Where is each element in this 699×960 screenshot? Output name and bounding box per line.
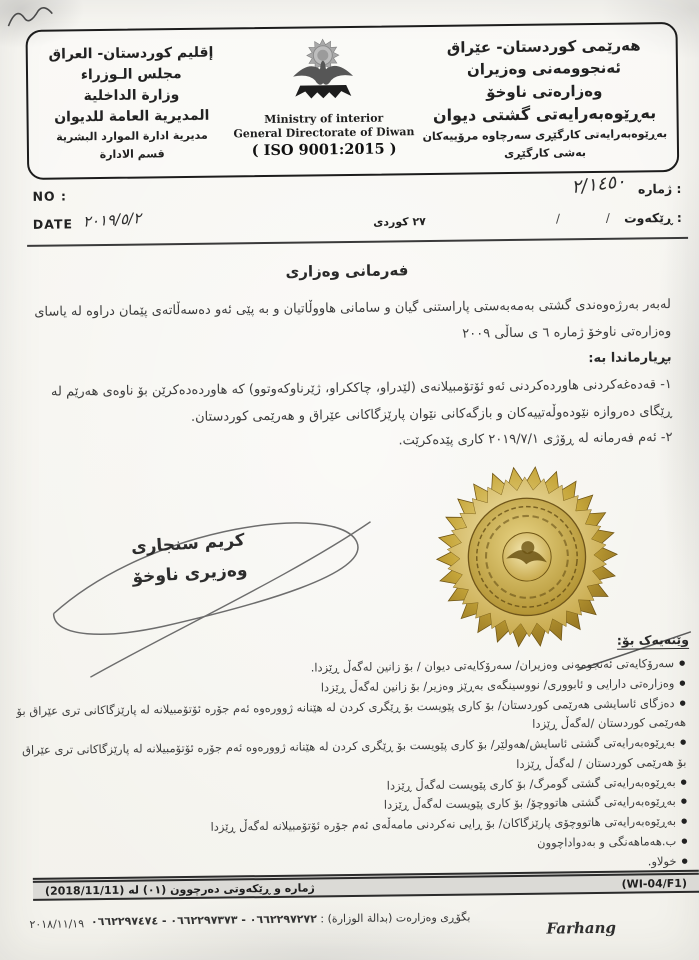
signature-block [37, 520, 340, 599]
order-item: ٢- ئەم فەرمانە لە ڕۆژی ٢٠١٩/٧/١ کاری پێدەکرێت. [398, 430, 673, 449]
letterhead-kurdish-line: بەڕێوەبەرایەتی کارگێڕی سەرچاوە مرۆییەکان [422, 127, 668, 144]
copy-to-item: ● بەڕێوەبەرایەتی گشتی هاتووچۆ/ بۆ کاری پێویست لەگەڵ ڕێزدا [16, 792, 691, 820]
rekawt-label: ڕێکەوت : [623, 209, 682, 226]
switchboard-numbers: ٠٦٦٢٢٩٧٢٧٢ - ٠٦٦٢٢٩٧٣٧٣ - ٠٦٦٢٢٩٧٤٧٤ [90, 912, 317, 929]
switchboard-label: بگۆڕی وەزارەت (بدالة الوزارة) : [320, 910, 471, 926]
signer-role: وەزیری ناوخۆ [131, 559, 248, 588]
letterhead-arabic-line: إقليم كوردستان- العراق [48, 45, 214, 64]
operator-name: Farhang [546, 918, 617, 938]
letterhead-arabic-line: مجلس الـوزراء [80, 66, 182, 84]
footer-phones [91, 911, 470, 929]
no-label: NO : [32, 188, 68, 204]
copy-to-item: ● بەڕێوەبەرایەتی گشتی گومرگ/ بۆ کاری پێویست لەگەڵ ڕێزدا [16, 772, 691, 800]
directorate-name-english: General Directorate of Diwan [233, 124, 415, 141]
copy-to-item: ● ب.هەماهەنگی و بەدواداچوون [16, 832, 691, 860]
kurdistan-eagle-emblem-icon [290, 38, 357, 113]
copy-to-item: ● دەزگای ئاسایشی هەرێمی کوردستان/ بۆ کاری پێویست بۆ ڕێگری کردن لە هێنانە ژوورەوە ئەم جۆرە ئۆتۆمبیلانە لە پارێزگاکانی تری عێراق بۆ هەرێمی کوردستان /لەگەڵ ڕێزدا [15, 693, 690, 741]
copy-to-item: ● خولاو. [17, 852, 692, 880]
reference-strip [26, 170, 688, 247]
letterhead-kurdish-column [416, 32, 674, 165]
kurdish-calendar-note: ٢٧ کوردی [373, 215, 426, 229]
letterhead-kurdish-line: ئەنجوومەنی وەزیران [466, 58, 622, 79]
letterhead-box [25, 22, 679, 180]
letterhead-arabic-column [32, 37, 232, 169]
body-paragraph: لەبەر بەرژەوەندی گشتی بەمەبەستی پاراستنی گیان و سامانی هاووڵاتیان و بە پێی ئەو دەسەڵاتەی پێمان دراوە لە یاسای وەزارەتی ناوخۆ ژمارە ٦ ی ساڵی ٢٠٠٩ [34, 297, 672, 342]
copy-to-item: ● وەزارەتی دارایی و ئابووری/ نووسینگەی بەڕێز وەزیر/ بۆ زانین لەگەڵ ڕێزدا [14, 674, 689, 702]
handwritten-number: ٢/١٤٥٠ [569, 170, 627, 199]
copy-to-heading: وێنەیەک بۆ: [616, 631, 690, 648]
letterhead-center [230, 35, 417, 167]
footer-issue-info: ژماره و ڕێکەوتی دەرچوون (٠١) لە (2018/11/11) [44, 880, 315, 898]
footer-form-code: (WI-04/F1) [621, 876, 688, 891]
body-text [24, 292, 673, 460]
rekawt-blank-slashes: / / [555, 210, 610, 226]
letterhead-arabic-line: المديرية العامة للديوان [54, 108, 210, 126]
letterhead-arabic-line: قسم الادارة [99, 147, 165, 162]
copy-to-item: ● بەڕێوەبەرایەتی گشتی ئاسایش/هەولێر/ بۆ کاری پێویست بۆ ڕێگری کردن لە هێنانە ژوورەوە ئەم جۆرە ئۆتۆمبیلانە لە پارێزگاکانی تری عێراق بۆ هەرێمی کوردستان / لەگەڵ ڕێزدا [15, 733, 690, 781]
date-label: DATE [32, 216, 74, 232]
copy-to-item: ● سەرۆکایەتی ئەنجومەنی وەزیران/ سەرۆکایەتی دیوان / بۆ زانین لەگەڵ ڕێزدا. [14, 654, 689, 682]
letterhead-arabic-line: وزارة الداخلية [83, 87, 180, 105]
letterhead-kurdish-line: بەڕێوەبەرایەتی گشتی دیوان [432, 103, 657, 126]
copy-to-list [14, 654, 692, 880]
copy-to-item: ● بەڕێوەبەرایەتی هاتووچۆی پارێزگاکان/ بۆ ڕایی نەکردنی مامەڵەی ئەم جۆرە ئۆتۆمبیلانە لەگەڵ ڕێزدا [16, 812, 691, 840]
decision-label: بڕیارماندا بە: [588, 350, 672, 367]
number-label: ژمارە : [637, 180, 682, 197]
handwritten-date: ٢٠١٩/٥/٢ [82, 209, 142, 231]
letterhead-kurdish-line: هەرێمی کوردستان- عێراق [446, 36, 641, 57]
letterhead-arabic-line: مديرية ادارة الموارد البشرية [56, 129, 208, 144]
order-item: ١- قەدەغەکردنی هاوردەکردنی ئەو ئۆتۆمبیلانەی (لێدراو، چاککراو، ژێرناوکەوتوو) کە هاوردەدەکرێن بۆ ناوەی هەرێم لە ڕێگای دەروازە نێودەوڵەتییەکان و بازگەکانی نێوان پارێزگاکانی عێراق و هەرێمی کوردستان. [50, 376, 673, 425]
letterhead-kurdish-line: وەزارەتی ناوخۆ [486, 81, 603, 101]
iso-certification: ( ISO 9001:2015 ) [251, 139, 397, 159]
copy-to-section [14, 629, 692, 880]
signer-name: کریم سنجاری [130, 530, 246, 558]
letterhead-kurdish-line: بەشی کارگێڕی [503, 145, 587, 160]
order-items [25, 372, 673, 460]
footer-date: ٢٠١٨/١١/١٩ [29, 917, 85, 931]
pen-scribble-mark [2, 3, 72, 32]
footer-contact-row [5, 902, 699, 955]
document-title: فەرمانی وەزاری [285, 261, 409, 281]
ministry-name-english: Ministry of interior [264, 111, 384, 127]
